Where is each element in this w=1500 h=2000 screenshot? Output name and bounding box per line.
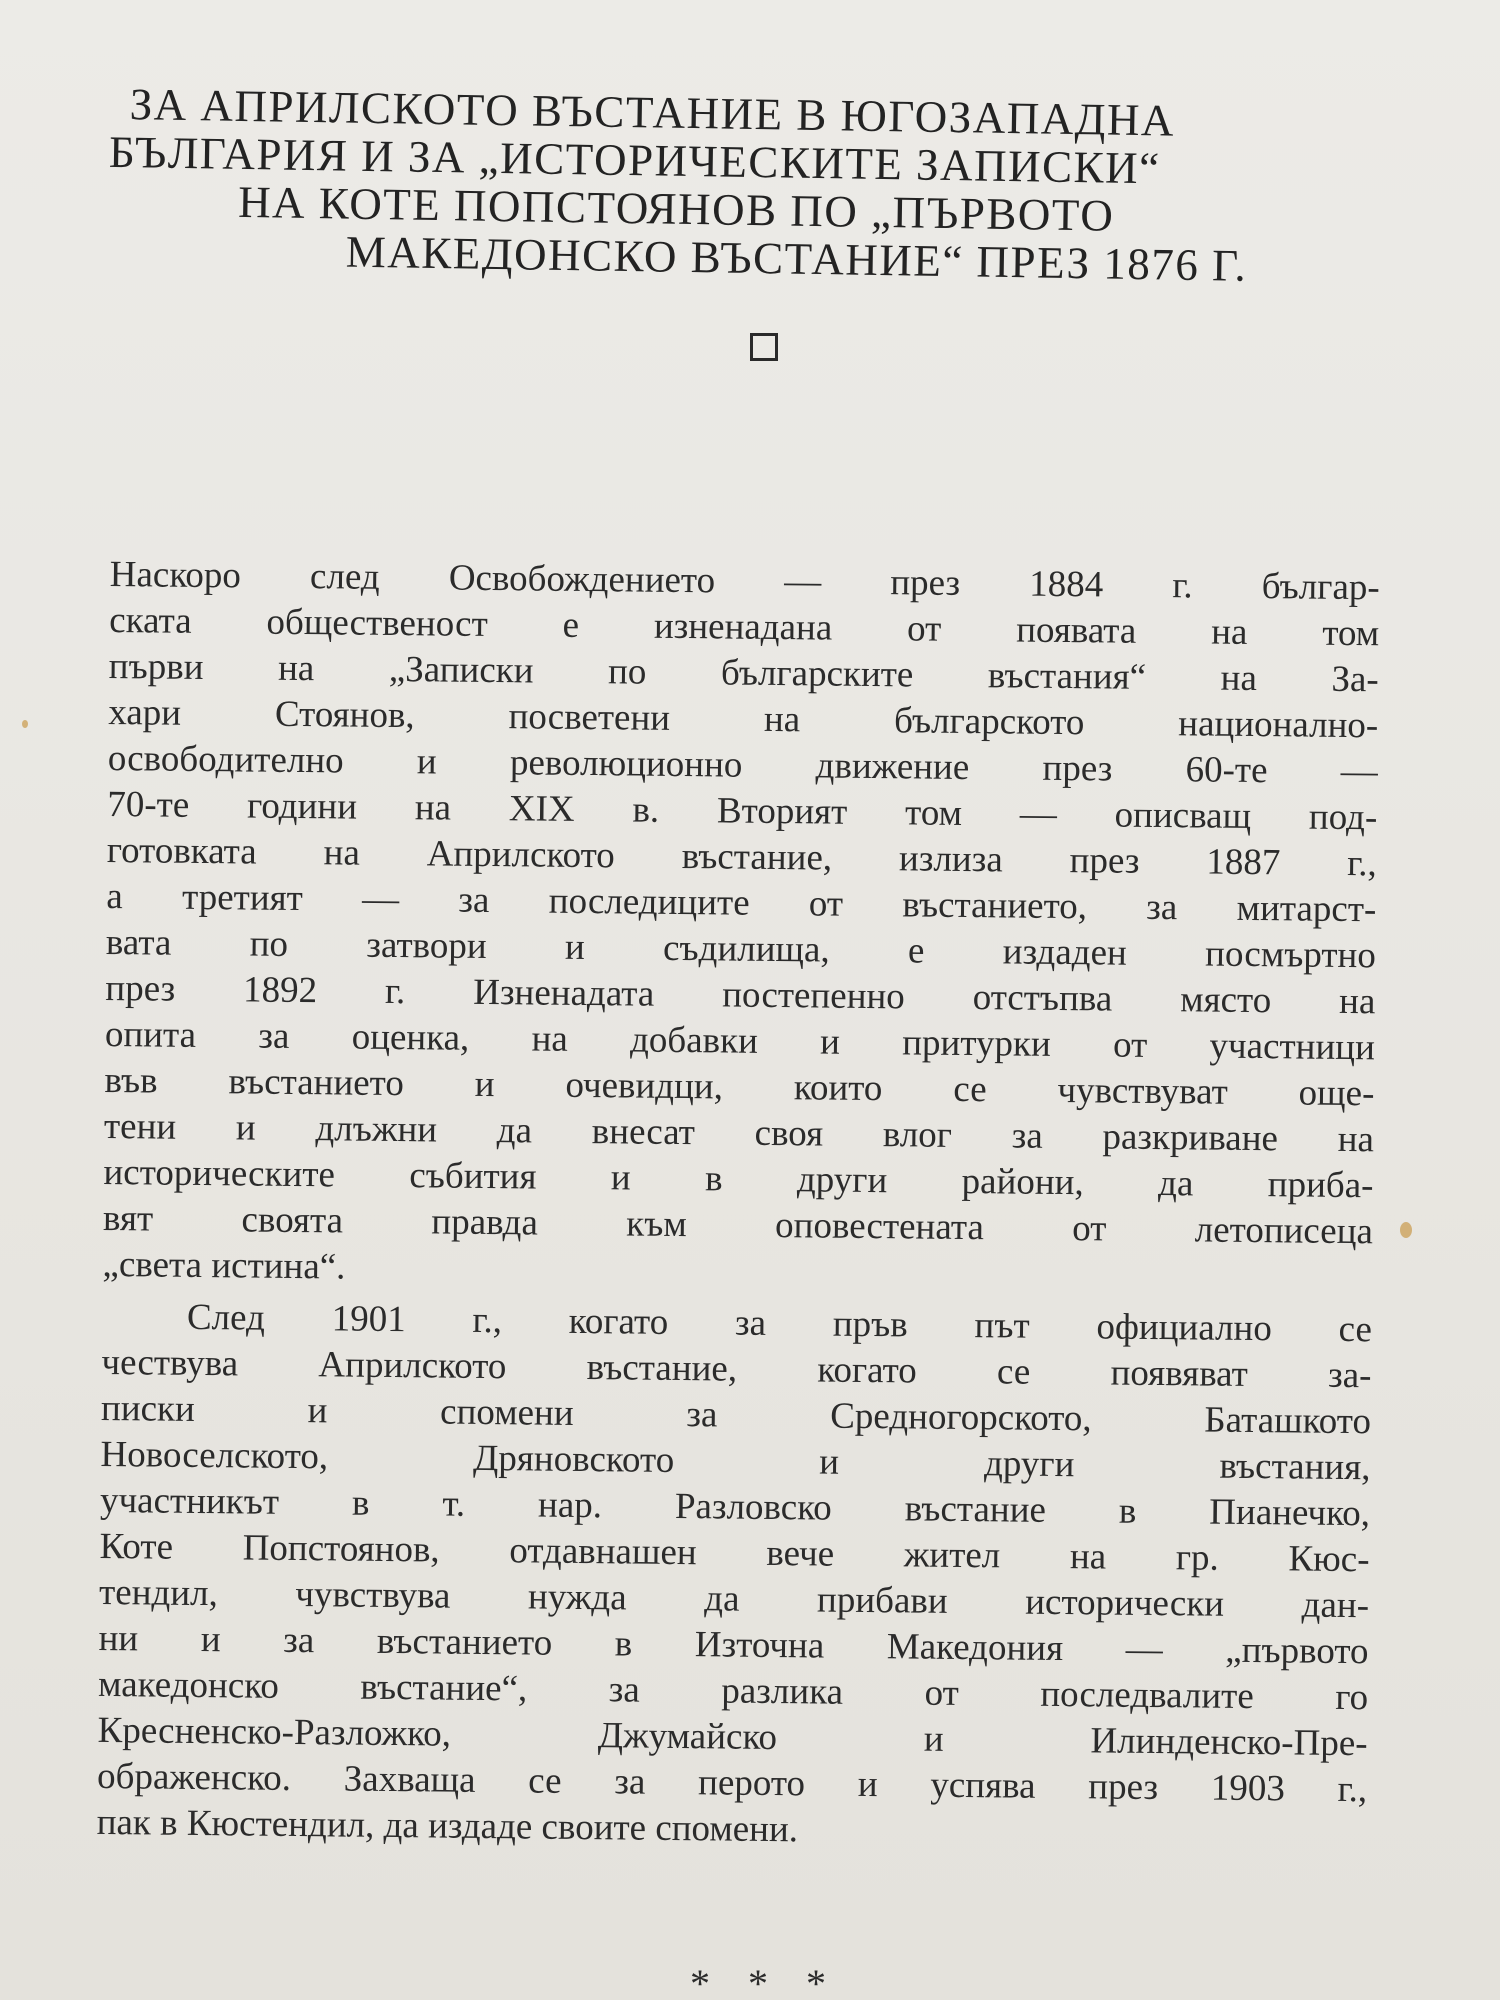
text-line: първи на „Записки по българските въстания“ на За-: [108, 645, 1379, 701]
text-line: опита за оценка, на добавки и притурки от участници: [104, 1013, 1376, 1069]
text-line: Наскоро след Освобождението — през 1884 г. българ-: [109, 553, 1380, 609]
text-line: вата по затвори и съдилища, е издаден посмъртно: [105, 921, 1377, 977]
text-line: през 1892 г. Изненадата постепенно отстъпва място на: [105, 967, 1376, 1023]
body-text: [96, 552, 1379, 1859]
text-line: а третият — за последиците от въстанието, за митарст-: [106, 875, 1377, 931]
title-line-4: МАКЕДОНСКО ВЪСТАНИЕ“ ПРЕЗ 1876 Г.: [345, 226, 1248, 291]
text-line: Кресненско-Разложко, Джумайско и Илинденско-Пре-: [97, 1709, 1368, 1765]
text-line: Коте Попстоянов, отдавнашен вече жител на гр. Кюс-: [99, 1525, 1370, 1581]
text-line: 70-те години на XIX в. Вторият том — описващ под-: [107, 783, 1378, 839]
text-line: „света истина“.: [102, 1243, 346, 1288]
text-line: чествува Априлското въстание, когато се появяват за-: [101, 1341, 1372, 1397]
text-line: македонско въстание“, за разлика от последвалите го: [97, 1663, 1369, 1719]
chapter-title: [107, 80, 1400, 292]
text-line: хари Стоянов, посветени на българското национално-: [108, 691, 1379, 747]
text-line: ни и за въстанието в Източна Македония — „първото: [98, 1617, 1369, 1673]
text-line: участникът в т. нар. Разловско въстание в Пианечко,: [99, 1479, 1371, 1535]
text-line: тени и длъжни да внесат своя влог за разкриване на: [103, 1105, 1375, 1161]
square-ornament-icon: [750, 333, 778, 361]
paragraph-2: [96, 1294, 1372, 1859]
paper-spot-icon: [22, 720, 28, 728]
text-line: историческите събития и в други райони, да приба-: [103, 1151, 1374, 1207]
paragraph-1: [102, 552, 1380, 1301]
text-line: писки и спомени за Средногорското, Баташкото: [100, 1387, 1372, 1443]
text-line: вят своята правда към оповестената от летописеца: [102, 1197, 1374, 1253]
text-line: ската общественост е изненадана от появата на том: [109, 599, 1380, 655]
title-line-1: ЗА АПРИЛСКОТО ВЪСТАНИЕ В ЮГОЗАПАДНА: [129, 79, 1176, 146]
title-line-3: НА КОТЕ ПОПСТОЯНОВ ПО „ПЪРВОТО: [237, 176, 1115, 241]
paper-spot-icon: [1400, 1222, 1412, 1238]
text-line: пак в Кюстендил, да издаде своите спомени.: [96, 1801, 799, 1851]
text-line: готовката на Априлското въстание, излиза през 1887 г.,: [106, 829, 1378, 885]
text-line: във въстанието и очевидци, които се чувствуват ощe-: [104, 1059, 1375, 1115]
title-line-2: БЪЛГАРИЯ И ЗА „ИСТОРИЧЕСКИТЕ ЗАПИСКИ“: [108, 126, 1162, 194]
text-line: Новоселското, Дряновското и други въстания,: [100, 1433, 1371, 1489]
text-line: ображенско. Захваща се за перото и успява през 1903 г.,: [96, 1755, 1368, 1811]
section-separator: * * *: [690, 1961, 840, 2000]
text-line: тендил, чувствува нужда да прибави исторически дан-: [98, 1571, 1370, 1627]
text-line: освободително и революционно движение през 60-те —: [107, 737, 1378, 793]
text-line: След 1901 г., когато за пръв път официално се: [186, 1296, 1373, 1351]
